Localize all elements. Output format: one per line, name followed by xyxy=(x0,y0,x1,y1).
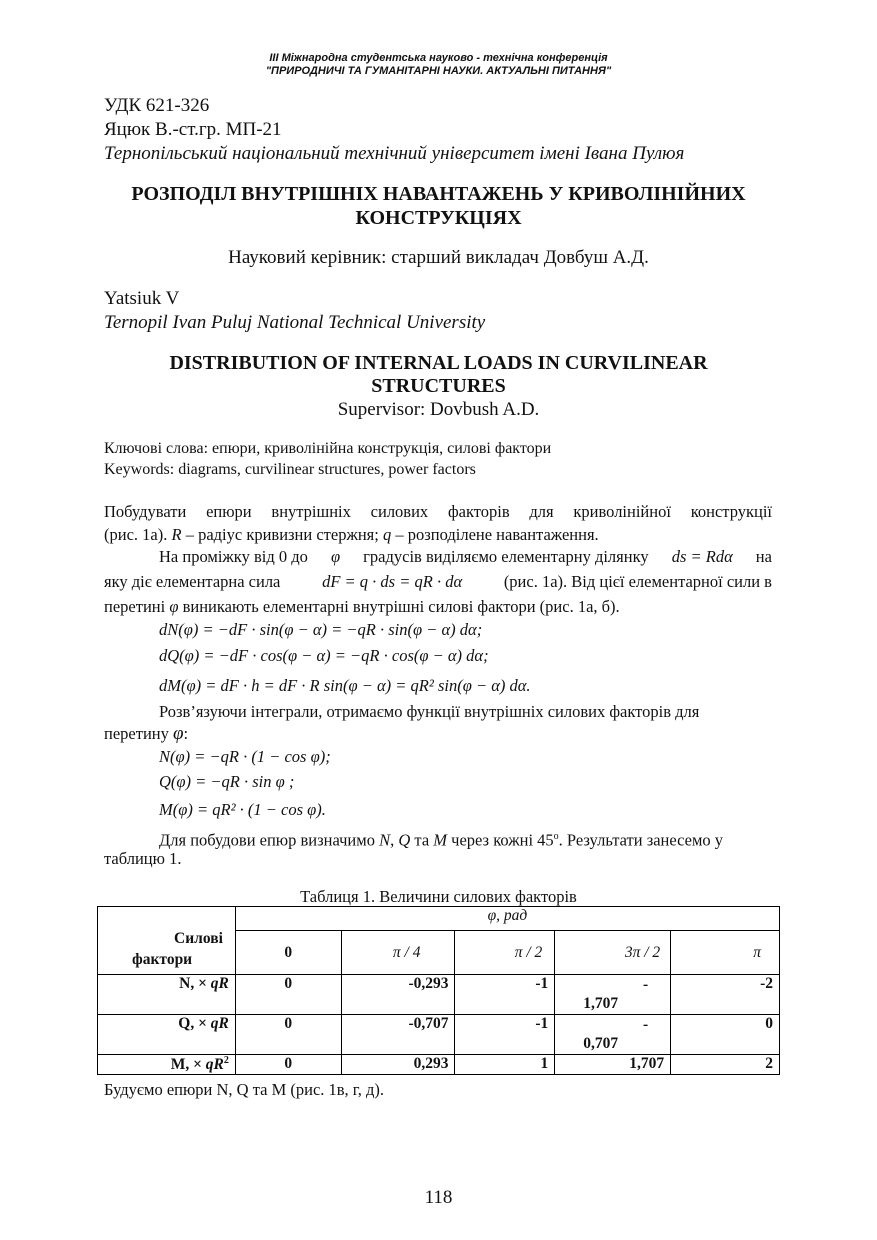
table-caption: Таблиця 1. Величини силових факторів xyxy=(300,887,577,906)
after-table-text: Будуємо епюри N, Q та M (рис. 1в, г, д). xyxy=(104,1080,384,1099)
para3-line1: Розв’язуючи інтеграли, отримаємо функції внутрішніх силових факторів для xyxy=(159,702,700,721)
para1-line1: Побудувати епюри внутрішніх силових факторів для криволінійної конструкції xyxy=(104,502,772,521)
table-cell: 0,293 xyxy=(341,1055,455,1075)
supervisor-en: Supervisor: Dovbush A.D. xyxy=(337,399,540,420)
angle-3pi-2: 3π / 2 xyxy=(555,931,671,975)
udk-code: УДК 621-326 xyxy=(104,95,210,116)
table-cell: -2 xyxy=(671,975,780,1015)
table-row xyxy=(98,975,780,1015)
table-cell: -0,707 xyxy=(341,1015,455,1055)
equation-dN: dN(φ) = −dF · sin(φ − α) = −qR · sin(φ − α) dα; xyxy=(159,620,483,639)
conference-header-line2: "ПРИРОДНИЧІ ТА ГУМАНІТАРНІ НАУКИ. АКТУАЛЬНІ ПИТАННЯ" xyxy=(265,65,612,77)
row-label-Q: Q, × qR xyxy=(98,1015,236,1055)
page-number: 118 xyxy=(424,1187,453,1208)
para2-line1: На проміжку від 0 до φ градусів виділяємо елементарну ділянку ds = Rdα на xyxy=(159,547,772,566)
table-cell: - 0,707 xyxy=(555,1015,671,1055)
title-en-line1: DISTRIBUTION OF INTERNAL LOADS IN CURVILINEAR xyxy=(169,352,708,374)
angle-pi-2: π / 2 xyxy=(455,931,555,975)
equation-dM: dM(φ) = dF · h = dF · R sin(φ − α) = qR² sin(φ − α) dα. xyxy=(159,676,531,695)
table-cell: 0 xyxy=(235,975,341,1015)
table-cell: 0 xyxy=(671,1015,780,1055)
angle-pi: π xyxy=(671,931,780,975)
keywords-ua: Ключові слова: епюри, криволінійна конструкція, силові фактори xyxy=(104,440,552,457)
title-en-line2: STRUCTURES xyxy=(371,375,506,397)
para2-line2: яку діє елементарна сила dF = q · ds = qR · dα (рис. 1а). Від цієї елементарної сили в xyxy=(104,572,772,591)
para3-line2: перетину φ: xyxy=(104,723,189,744)
angle-pi-4: π / 4 xyxy=(341,931,455,975)
angle-header: φ, рад xyxy=(235,907,779,931)
equation-N: N(φ) = −qR · (1 − cos φ); xyxy=(159,747,331,766)
para1-line2: (рис. 1а). R – радіус кривизни стержня; q – розподілене навантаження. xyxy=(104,525,599,544)
equation-M: M(φ) = qR² · (1 − cos φ). xyxy=(159,800,326,819)
table-cell: 0 xyxy=(235,1055,341,1075)
keywords-en: Keywords: diagrams, curvilinear structures, power factors xyxy=(104,461,476,478)
para4-line2: таблицю 1. xyxy=(104,849,182,868)
title-ua-line2: КОНСТРУКЦІЯХ xyxy=(355,207,522,229)
affiliation-ua: Тернопільський національний технічний університет імені Івана Пулюя xyxy=(104,143,685,164)
forces-table xyxy=(97,906,780,1075)
title-ua-line1: РОЗПОДІЛ ВНУТРІШНІХ НАВАНТАЖЕНЬ У КРИВОЛІНІЙНИХ xyxy=(131,183,746,205)
table-cell: -1 xyxy=(455,975,555,1015)
row-label-M: M, × $qR^2$ xyxy=(98,1055,236,1075)
equation-Q: Q(φ) = −qR · sin φ ; xyxy=(159,772,295,791)
affiliation-en: Ternopil Ivan Puluj National Technical University xyxy=(104,312,486,333)
author-ua: Яцюк В.-ст.гр. МП-21 xyxy=(104,119,282,140)
supervisor-ua: Науковий керівник: старший викладач Довбуш А.Д. xyxy=(228,247,649,268)
table-cell: -0,293 xyxy=(341,975,455,1015)
table-row xyxy=(98,1015,780,1055)
angle-0: 0 xyxy=(235,931,341,975)
para2-line3: перетині φ виникають елементарні внутрішні силові фактори (рис. 1а, б). xyxy=(104,597,620,616)
equation-dQ: dQ(φ) = −dF · cos(φ − α) = −qR · cos(φ − α) dα; xyxy=(159,646,489,665)
row-label-N: N, × qR xyxy=(98,975,236,1015)
author-en: Yatsiuk V xyxy=(104,288,180,309)
table-cell: -1 xyxy=(455,1015,555,1055)
table-cell: 0 xyxy=(235,1015,341,1055)
para4-line1: Для побудови епюр визначимо N, Q та M через кожні $45^о$. Результати занесемо у xyxy=(159,830,724,850)
factor-header: Силові фактори xyxy=(98,907,236,975)
table-cell: 1,707 xyxy=(555,1055,671,1075)
table-cell: 1 xyxy=(455,1055,555,1075)
conference-header-line1: III Міжнародна студентська науково - технічна конференція xyxy=(269,52,608,64)
table-cell: 2 xyxy=(671,1055,780,1075)
table-cell: - 1,707 xyxy=(555,975,671,1015)
table-row xyxy=(98,1055,780,1075)
